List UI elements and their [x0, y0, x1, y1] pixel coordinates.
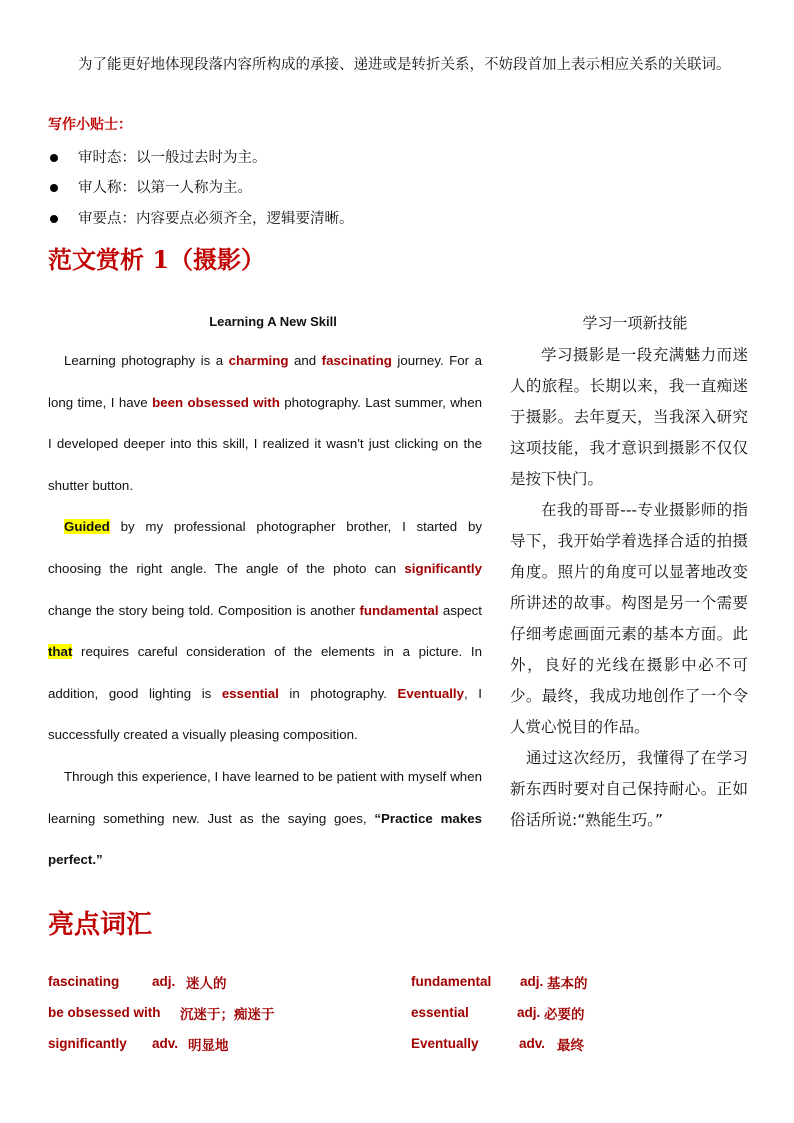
- tip-text: 审要点：内容要点必须齐全，逻辑要清晰。: [78, 211, 354, 227]
- translation-body: [510, 340, 748, 836]
- writing-tips-title: 写作小贴士：: [48, 117, 132, 133]
- vocab-word: Eventually: [411, 1036, 479, 1051]
- keyword: essential: [221, 685, 279, 701]
- essay-paragraph-2: Guided by my professional photographer brother, I started by choosing the right angle. The angle of the photo can significantly change the story being told. Composition is another fundamental aspect that requires careful consideration of the elements in a picture. In addition, good lighting is essential in photography. Eventually, I successfully created a visually pleasing composition.: [48, 519, 482, 743]
- bullet-icon: [50, 184, 58, 192]
- tip-item: [48, 148, 267, 168]
- vocab-word: be obsessed with: [48, 1005, 161, 1020]
- highlighted-word: that: [48, 644, 73, 660]
- keyword: been obsessed with: [152, 394, 280, 410]
- essay-body: [48, 340, 482, 881]
- highlighted-word: Guided: [64, 519, 110, 535]
- vocab-pos: adj.: [152, 974, 176, 989]
- translation-paragraph-3: 通过这次经历，我懂得了在学习新东西时要对自己保持耐心。正如俗话所说:“熟能生巧。”: [510, 749, 748, 829]
- keyword: fascinating: [321, 353, 392, 368]
- keyword: fundamental: [359, 602, 439, 618]
- essay-paragraph-3: Through this experience, I have learned to be patient with myself when learning something new. Just as the saying goes, “Practice makes perfect.”: [48, 768, 482, 868]
- vocab-meaning: 明显地: [188, 1038, 229, 1054]
- translation-paragraph-2: 在我的哥哥---专业摄影师的指导下，我开始学着选择合适的拍摄角度。照片的角度可以显著地改变所讲述的故事。构图是另一个需要仔细考虑画面元素的基本方面。此外，良好的光线在摄影中必不可少。最终，我成功地创作了一个令人赏心悦目的作品。: [510, 501, 748, 736]
- tip-item: [48, 178, 252, 198]
- vocab-meaning: 必要的: [544, 1007, 585, 1023]
- tip-text: 审人称：以第一人称为主。: [78, 180, 252, 196]
- translation-title: 学习一项新技能: [582, 314, 688, 332]
- intro-paragraph: 为了能更好地体现段落内容所构成的承接、递进或是转折关系，不妨段首加上表示相应关系的关联词。: [78, 57, 731, 73]
- vocab-meaning: 最终: [557, 1038, 584, 1054]
- vocab-meaning: 迷人的: [186, 976, 227, 992]
- bullet-icon: [50, 215, 58, 223]
- quote-text: “Practice makes perfect.”: [48, 810, 482, 868]
- vocab-pos: adv.: [152, 1036, 179, 1051]
- vocab-pos: adj.: [520, 974, 544, 989]
- bullet-icon: [50, 154, 58, 162]
- vocab-meaning: 基本的: [547, 976, 588, 992]
- vocab-pos: adj.: [517, 1005, 541, 1020]
- keyword: charming: [228, 353, 289, 368]
- vocab-word: significantly: [48, 1036, 127, 1051]
- keyword: Eventually: [397, 685, 465, 701]
- vocab-word: fundamental: [411, 974, 492, 989]
- tip-item: [48, 209, 354, 229]
- keyword: significantly: [404, 560, 482, 576]
- vocab-pos: adv.: [519, 1036, 546, 1051]
- vocab-meaning: 沉迷于；痴迷于: [180, 1007, 275, 1023]
- section-title-model-essay: 范文赏析 1（摄影）: [48, 245, 266, 274]
- vocab-word: fascinating: [48, 974, 120, 989]
- vocab-word: essential: [411, 1005, 469, 1020]
- section-title-vocabulary: 亮点词汇: [48, 910, 153, 940]
- essay-paragraph-1: Learning photography is a charming and fascinating journey. For a long time, I have been obsessed with photography. Last summer, when I developed deeper into this skill, I realized it wasn't just clicking on the shutter button.: [48, 353, 482, 493]
- tip-text: 审时态：以一般过去时为主。: [78, 150, 267, 166]
- translation-paragraph-1: 学习摄影是一段充满魅力而迷人的旅程。长期以来，我一直痴迷于摄影。去年夏天，当我深入研究这项技能，我才意识到摄影不仅仅是按下快门。: [510, 346, 748, 488]
- essay-title: Learning A New Skill: [209, 314, 337, 329]
